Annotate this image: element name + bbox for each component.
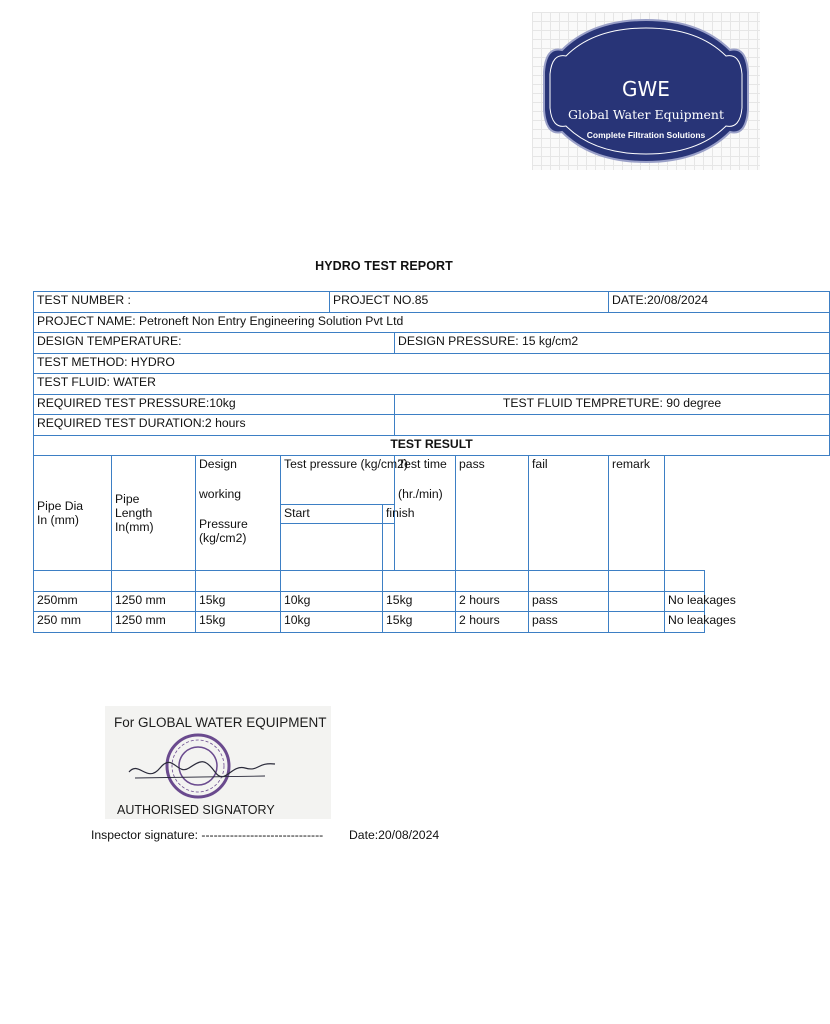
- cell-remark: No leakages: [665, 612, 705, 633]
- design-temperature: DESIGN TEMPERATURE:: [34, 333, 395, 354]
- empty-cell: [456, 571, 529, 592]
- result-heading-row: [34, 435, 830, 456]
- info-row: [34, 374, 830, 395]
- cell-pass: pass: [529, 591, 609, 612]
- cell-time: 2 hours: [456, 612, 529, 633]
- report-title: HYDRO TEST REPORT: [315, 259, 453, 273]
- col-design-line3: Pressure: [199, 517, 248, 531]
- column-header-row: [34, 456, 830, 505]
- col-pipe-length-line1: Pipe: [115, 492, 140, 506]
- empty-cell: [383, 524, 395, 571]
- empty-cell: [529, 571, 609, 592]
- col-design-pressure: [196, 456, 281, 571]
- cell-time: 2 hours: [456, 591, 529, 612]
- info-row: [34, 312, 830, 333]
- test-number: TEST NUMBER :: [34, 292, 330, 313]
- design-pressure: DESIGN PRESSURE: 15 kg/cm2: [395, 333, 830, 354]
- test-fluid-temperature: TEST FLUID TEMPRETURE: 90 degree: [395, 394, 830, 415]
- empty-cell: [665, 571, 705, 592]
- col-finish: finish: [383, 505, 395, 524]
- col-test-pressure: Test pressure (kg/cm2): [281, 456, 395, 505]
- cell-finish: 15kg: [383, 591, 456, 612]
- cell-fail: [609, 591, 665, 612]
- company-logo: [532, 12, 760, 170]
- empty-cell: [196, 571, 281, 592]
- logo-badge: [532, 12, 760, 170]
- col-remark: remark: [609, 456, 665, 571]
- cell-design: 15kg: [196, 591, 281, 612]
- test-result-heading: TEST RESULT: [34, 435, 830, 456]
- test-method: TEST METHOD: HYDRO: [34, 353, 830, 374]
- info-row: [34, 333, 830, 354]
- empty-cell: [395, 415, 830, 436]
- report-date: DATE:20/08/2024: [609, 292, 830, 313]
- col-pipe-length: [112, 456, 196, 571]
- col-design-line1: Design: [199, 457, 237, 471]
- authorised-signature-stamp: [105, 706, 331, 819]
- required-test-duration: REQUIRED TEST DURATION:2 hours: [34, 415, 395, 436]
- col-test-time-line1: Test time: [398, 457, 447, 471]
- cell-fail: [609, 612, 665, 633]
- logo-abbrev: GWE: [622, 77, 670, 101]
- info-row: [34, 353, 830, 374]
- authorised-signatory-label: AUTHORISED SIGNATORY: [117, 803, 275, 817]
- col-pipe-dia-line2: In (mm): [37, 513, 79, 527]
- info-row: [34, 292, 830, 313]
- test-fluid: TEST FLUID: WATER: [34, 374, 830, 395]
- table-row: [34, 591, 830, 612]
- signature-company-line: For GLOBAL WATER EQUIPMENT: [114, 715, 327, 730]
- cell-length: 1250 mm: [112, 612, 196, 633]
- empty-cell: [609, 571, 665, 592]
- project-name: PROJECT NAME: Petroneft Non Entry Engineering Solution Pvt Ltd: [34, 312, 830, 333]
- inspector-date: Date:20/08/2024: [349, 828, 440, 842]
- empty-cell: [383, 571, 456, 592]
- col-pipe-dia-line1: Pipe Dia: [37, 499, 84, 513]
- info-row: [34, 394, 830, 415]
- empty-cell: [281, 571, 383, 592]
- cell-dia: 250mm: [34, 591, 112, 612]
- cell-pass: pass: [529, 612, 609, 633]
- empty-cell: [34, 571, 112, 592]
- table-row: [34, 612, 830, 633]
- inspector-signature-line: Inspector signature: ------------------------------: [91, 828, 324, 842]
- cell-length: 1250 mm: [112, 591, 196, 612]
- cell-start: 10kg: [281, 612, 383, 633]
- col-pipe-length-line2: Length: [115, 506, 153, 520]
- project-no: PROJECT NO.85: [330, 292, 609, 313]
- empty-cell: [281, 524, 383, 571]
- col-pipe-dia: [34, 456, 112, 571]
- cell-start: 10kg: [281, 591, 383, 612]
- col-pipe-length-line3: In(mm): [115, 520, 154, 534]
- blank-row: [34, 571, 830, 592]
- col-pass: pass: [456, 456, 529, 571]
- cell-design: 15kg: [196, 612, 281, 633]
- col-start: Start: [281, 505, 383, 524]
- logo-name: Global Water Equipment: [567, 107, 725, 122]
- cell-dia: 250 mm: [34, 612, 112, 633]
- info-row: [34, 415, 830, 436]
- required-test-pressure: REQUIRED TEST PRESSURE:10kg: [34, 394, 395, 415]
- col-test-time-line2: (hr./min): [398, 487, 443, 501]
- cell-remark: No leakages: [665, 591, 705, 612]
- col-design-line2: working: [199, 487, 241, 501]
- hydro-test-table: [33, 291, 830, 633]
- empty-cell: [112, 571, 196, 592]
- col-fail: fail: [529, 456, 609, 571]
- cell-finish: 15kg: [383, 612, 456, 633]
- logo-tagline: Complete Filtration Solutions: [586, 130, 706, 140]
- col-design-line4: (kg/cm2): [199, 531, 247, 545]
